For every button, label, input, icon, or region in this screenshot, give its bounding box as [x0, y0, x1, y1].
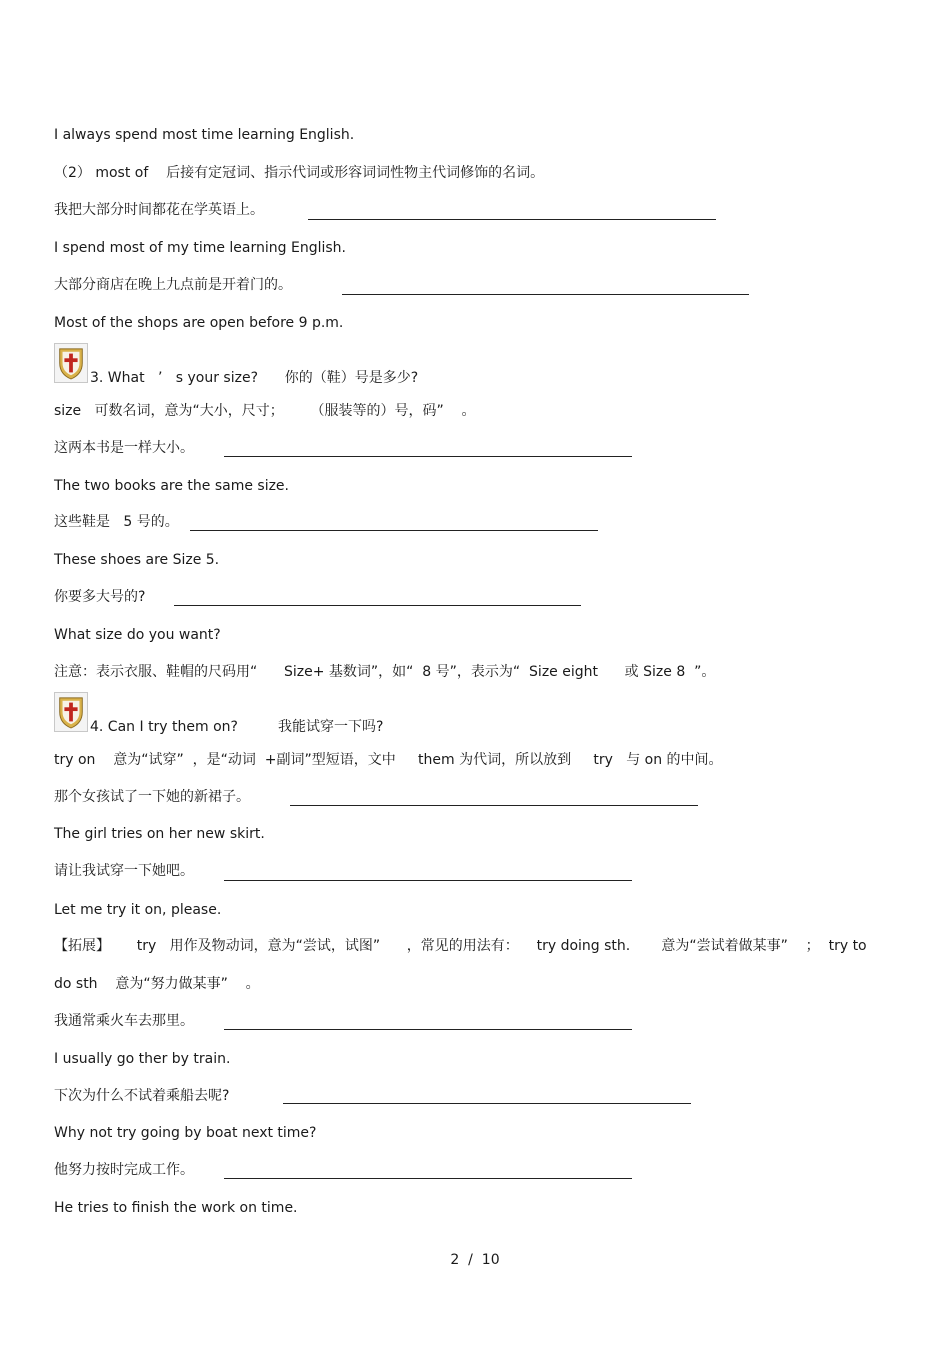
- answer-blank-10[interactable]: [224, 1178, 632, 1179]
- text-line-4: I spend most of my time learning English.: [54, 240, 346, 256]
- extension-line-2: do sth 意为“努力做某事” 。: [54, 976, 260, 992]
- answer-blank-3[interactable]: [224, 456, 632, 457]
- answer-blank-7[interactable]: [224, 880, 632, 881]
- text-line-12: These shoes are Size 5.: [54, 552, 220, 568]
- shield-cross-icon: [54, 692, 88, 732]
- answer-blank-9[interactable]: [283, 1103, 691, 1104]
- text-line-27: Why not try going by boat next time?: [54, 1125, 317, 1141]
- exercise-prompt-1: 我把大部分时间都花在学英语上。: [54, 202, 264, 218]
- exercise-prompt-10: 他努力按时完成工作。: [54, 1162, 194, 1178]
- exercise-prompt-9: 下次为什么不试着乘船去呢?: [54, 1088, 230, 1104]
- exercise-prompt-4: 这些鞋是 5 号的。: [54, 514, 179, 530]
- note-line: 注意：表示衣服、鞋帽的尺码用“ Size+ 基数词”，如“ 8 号”，表示为“ Size eight 或 Size 8 ”。: [54, 664, 716, 680]
- exercise-prompt-7: 请让我试穿一下她吧。: [54, 863, 194, 879]
- answer-blank-8[interactable]: [224, 1029, 632, 1030]
- text-line-25: I usually go ther by train.: [54, 1051, 231, 1067]
- answer-blank-2[interactable]: [342, 294, 749, 295]
- text-line-17: try on 意为“试穿” ，是“动词 +副词”型短语，文中 them 为代词，所以放到 try 与 on 的中间。: [54, 752, 723, 768]
- text-line-10: The two books are the same size.: [54, 478, 289, 494]
- text-line-1: I always spend most time learning English.: [54, 127, 355, 143]
- text-line-8: size 可数名词，意为“大小，尺寸； （服装等的）号，码” 。: [54, 403, 476, 419]
- section-heading-4: 4. Can I try them on? 我能试穿一下吗?: [90, 719, 384, 735]
- answer-blank-1[interactable]: [308, 219, 716, 220]
- text-line-21: Let me try it on, please.: [54, 902, 222, 918]
- exercise-prompt-6: 那个女孩试了一下她的新裙子。: [54, 789, 250, 805]
- exercise-prompt-8: 我通常乘火车去那里。: [54, 1013, 194, 1029]
- text-line-14: What size do you want?: [54, 627, 221, 643]
- extension-line-1: 【拓展】 try 用作及物动词，意为“尝试，试图” ，常见的用法有： try doing sth. 意为“尝试着做某事” ； try to: [54, 938, 867, 954]
- text-line-19: The girl tries on her new skirt.: [54, 826, 265, 842]
- answer-blank-5[interactable]: [174, 605, 581, 606]
- text-line-29: He tries to finish the work on time.: [54, 1200, 298, 1216]
- section-heading-3: 3. What ’ s your size? 你的（鞋）号是多少?: [90, 370, 419, 386]
- exercise-prompt-5: 你要多大号的?: [54, 589, 146, 605]
- exercise-prompt-3: 这两本书是一样大小。: [54, 440, 194, 456]
- text-line-2: （2） most of 后接有定冠词、指示代词或形容词词性物主代词修饰的名词。: [54, 165, 545, 181]
- text-line-6: Most of the shops are open before 9 p.m.: [54, 315, 344, 331]
- answer-blank-4[interactable]: [190, 530, 598, 531]
- page-number: 2 / 10: [450, 1252, 500, 1268]
- exercise-prompt-2: 大部分商店在晚上九点前是开着门的。: [54, 277, 292, 293]
- answer-blank-6[interactable]: [290, 805, 698, 806]
- shield-cross-icon: [54, 343, 88, 383]
